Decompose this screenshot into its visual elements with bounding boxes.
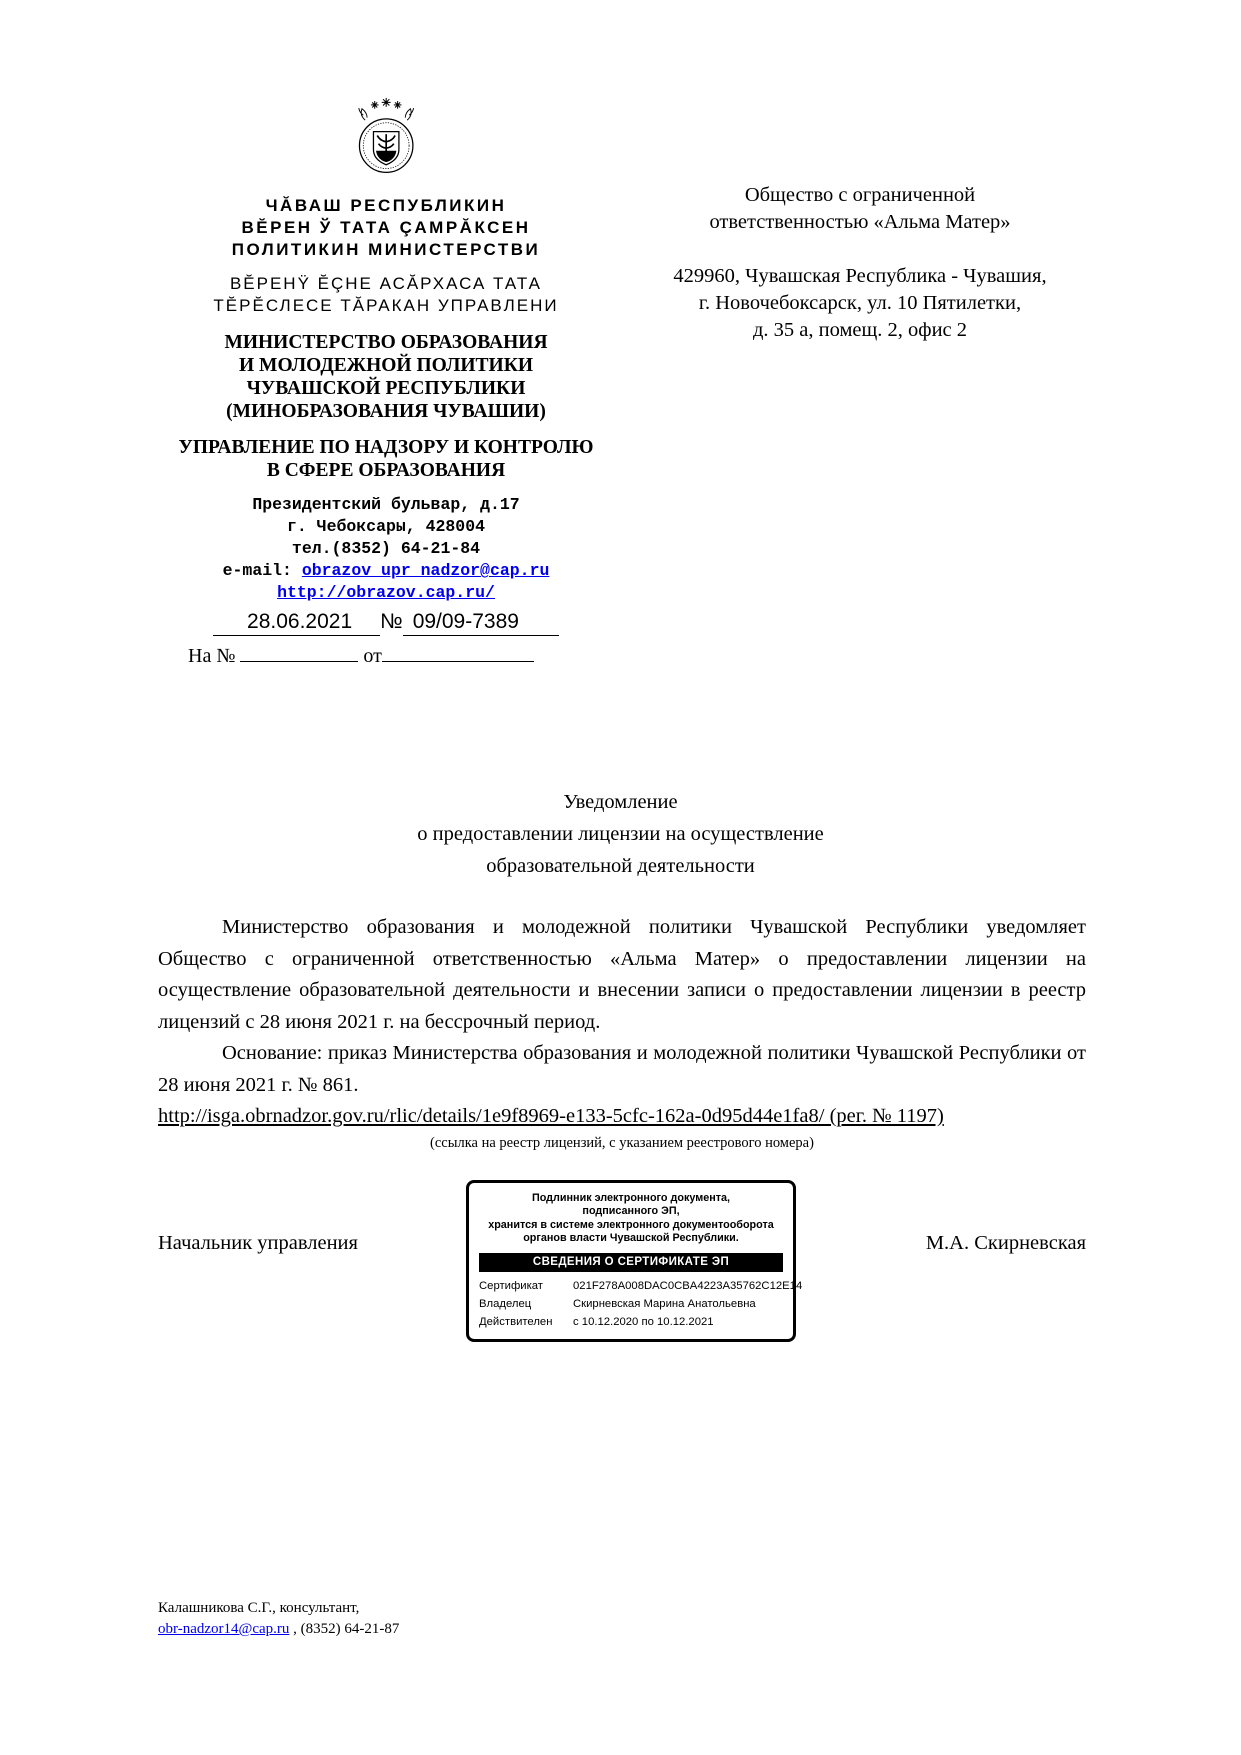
sender-city: г. Чебоксары, 428004: [286, 517, 486, 536]
document-title-line1: Уведомление: [563, 791, 678, 813]
executor-footer: [158, 1598, 399, 1640]
ministry-name-chuvash-line3: ПОЛИТИКИН МИНИСТЕРСТВИ: [231, 240, 541, 259]
document-title-line3: образовательной деятельности: [486, 855, 755, 877]
reply-number-blank: [240, 643, 358, 662]
owner-value: Скирневская Марина Анатольевна: [573, 1297, 756, 1310]
ministry-name-russian-line3: ЧУВАШСКОЙ РЕСПУБЛИКИ: [246, 378, 526, 399]
stamp-header-line3: хранится в системе электронного документооборота: [488, 1218, 774, 1231]
body-paragraph-1: Министерство образования и молодежной политики Чувашской Республики уведомляет Общество с ограниченной ответственностью «Альма Матер» о предоставлении лицензии на осуществление образовательной деятельности и внесении записи о предоставлении лицензии в реестр лицензий с 28 июня 2021 г. на бессрочный период.: [158, 916, 1086, 1033]
certificate-details: [479, 1279, 803, 1329]
executor-email-link[interactable]: obr-nadzor14@cap.ru: [158, 1621, 290, 1637]
sender-street: Президентский бульвар, д.17: [252, 495, 520, 514]
document-title: [0, 786, 1241, 882]
ministry-name-chuvash-line2: ВĔРЕН Ў ТАТА ÇАМРĂКСЕН: [241, 218, 531, 237]
certificate-label: Сертификат: [479, 1279, 543, 1292]
registry-link-line: [158, 1101, 1086, 1133]
chuvashia-coat-of-arms-icon: [152, 96, 620, 195]
ministry-name-russian-line4: (МИНОБРАЗОВАНИЯ ЧУВАШИИ): [226, 401, 546, 422]
recipient-address-line3: д. 35 а, помещ. 2, офис 2: [752, 319, 968, 341]
reply-date-blank: [382, 643, 534, 662]
validity-value: с 10.12.2020 по 10.12.2021: [573, 1315, 714, 1328]
signer-name: М.А. Скирневская: [925, 1231, 1086, 1254]
outgoing-date: 28.06.2021: [213, 610, 380, 636]
body-paragraph-2: Основание: приказ Министерства образования и молодежной политики Чувашской Республики от 28 июня 2021 г. № 861.: [158, 1042, 1086, 1096]
recipient-column: [620, 96, 1100, 668]
validity-label: Действителен: [479, 1315, 553, 1328]
email-label: e-mail:: [222, 561, 302, 580]
stamp-header-line1: Подлинник электронного документа,: [531, 1191, 731, 1204]
department-name-chuvash-line1: ВĔРЕНŸ ĔÇНЕ АСĂРХАСА ТАТА: [229, 274, 543, 293]
stamp-header: [479, 1192, 783, 1246]
signer-position: Начальник управления: [158, 1231, 358, 1254]
certificate-value: 021F278A008DAC0CBA4223A35762C12E14: [573, 1279, 803, 1292]
document-title-line2: о предоставлении лицензии на осуществление: [417, 823, 824, 845]
ministry-name-russian-line1: МИНИСТЕРСТВО ОБРАЗОВАНИЯ: [224, 332, 548, 353]
ministry-name-russian: [152, 331, 620, 423]
department-name-chuvash: [152, 273, 620, 317]
sender-contact-block: [152, 494, 620, 604]
sender-website-link[interactable]: http://obrazov.cap.ru/: [277, 583, 495, 602]
executor-phone: , (8352) 64-21-87: [289, 1621, 400, 1637]
executor-contacts: [158, 1619, 399, 1640]
recipient-name: [620, 182, 1100, 236]
outgoing-date-row: [152, 610, 620, 636]
ministry-name-chuvash: [152, 195, 620, 261]
stamp-header-line2: подписанного ЭП,: [582, 1205, 680, 1217]
reply-number-label: На №: [188, 645, 236, 667]
sender-email-line: [152, 560, 620, 582]
letterhead: [0, 0, 1241, 668]
recipient-address: [620, 263, 1100, 344]
department-name-russian: [152, 436, 620, 482]
reply-date-label: от: [363, 645, 382, 667]
executor-name: Калашникова С.Г., консультант,: [158, 1600, 360, 1616]
number-sign: №: [380, 610, 403, 633]
recipient-address-line1: 429960, Чувашская Республика - Чувашия,: [673, 265, 1047, 287]
recipient-name-line2: ответственностью «Альма Матер»: [709, 211, 1011, 233]
recipient-name-line1: Общество с ограниченной: [744, 184, 976, 206]
sender-column: [152, 96, 620, 668]
recipient-address-line2: г. Новочебоксарск, ул. 10 Пятилетки,: [698, 292, 1022, 314]
digital-signature-stamp: [466, 1180, 803, 1342]
reply-reference-row: [152, 643, 620, 668]
department-name-chuvash-line2: ТĔРĔСЛЕСЕ ТĂРАКАН УПРАВЛЕНИ: [213, 296, 559, 315]
ministry-name-chuvash-line1: ЧĂВАШ РЕСПУБЛИКИН: [265, 196, 507, 215]
sender-website-line: [152, 582, 620, 604]
signature-block: [158, 1180, 1086, 1350]
ministry-name-russian-line2: И МОЛОДЕЖНОЙ ПОЛИТИКИ: [239, 355, 533, 376]
owner-label: Владелец: [479, 1297, 532, 1310]
registry-number: (рег. № 1197): [824, 1105, 944, 1127]
registry-link[interactable]: http://isga.obrnadzor.gov.ru/rlic/details/1e9f8969-e133-5cfc-162a-0d95d44e1fa8/: [158, 1105, 825, 1127]
department-name-russian-line1: УПРАВЛЕНИЕ ПО НАДЗОРУ И КОНТРОЛЮ: [178, 437, 594, 458]
outgoing-number: 09/09-7389: [403, 610, 559, 636]
sender-email-link[interactable]: obrazov_upr_nadzor@cap.ru: [301, 561, 550, 580]
stamp-header-line4: органов власти Чувашской Республики.: [523, 1232, 739, 1244]
registry-caption: (ссылка на реестр лицензий, с указанием реестрового номера): [430, 1134, 814, 1151]
document-body: [158, 912, 1086, 1101]
department-name-russian-line2: В СФЕРЕ ОБРАЗОВАНИЯ: [266, 460, 506, 481]
certificate-info-bar: СВЕДЕНИЯ О СЕРТИФИКАТЕ ЭП: [479, 1253, 783, 1272]
sender-phone: тел.(8352) 64-21-84: [291, 539, 481, 558]
